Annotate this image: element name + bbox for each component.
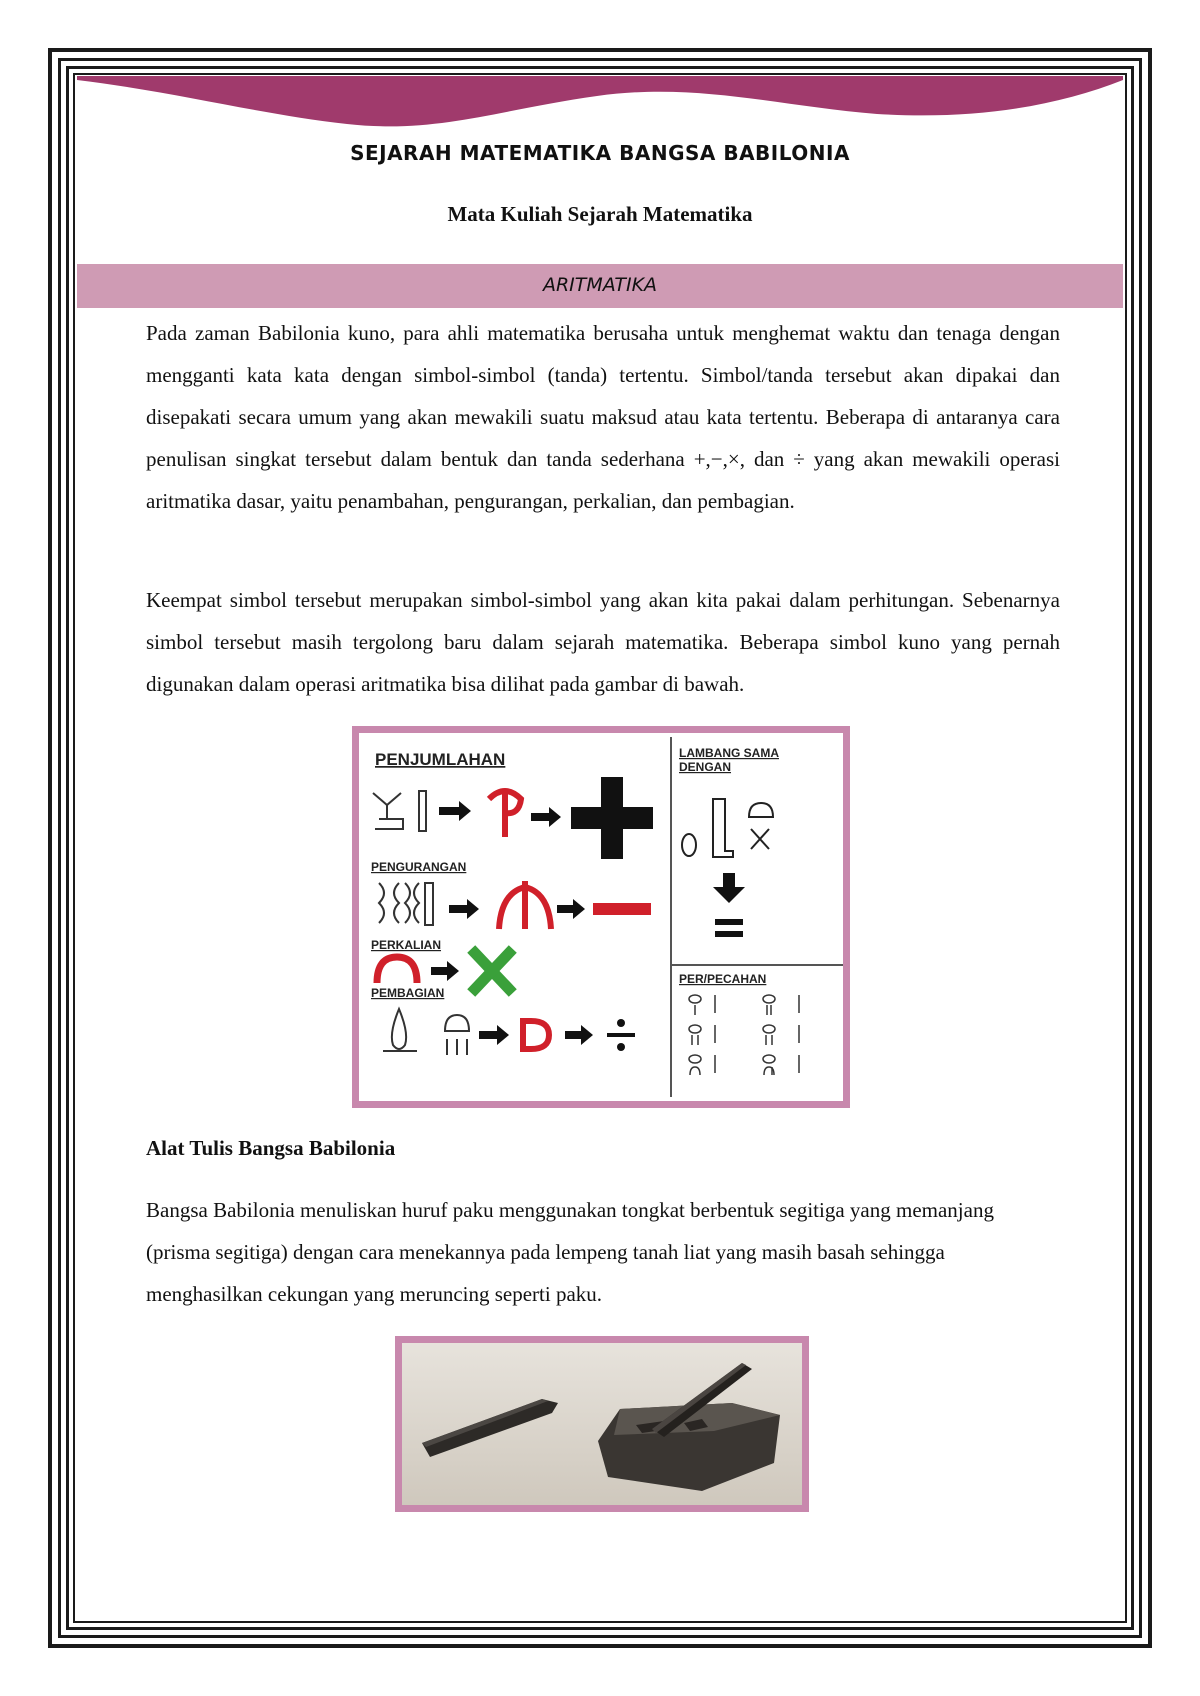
paragraph-aritmatika-1: Pada zaman Babilonia kuno, para ahli matematika berusaha untuk menghemat waktu dan tenaga dengan mengganti kata kata dengan simbol-simbol (tanda) tertentu. Simbol/tanda tersebut akan dipakai dan disepakati secara umum yang akan mewakili suatu maksud atau kata tertentu. Beberapa di antaranya cara penulisan singkat tersebut dalam bentuk dan tanda sederhana +,−,×, dan ÷ yang akan mewakili operasi aritmatika dasar, yaitu penambahan, pengurangan, perkalian, dan pembagian. bbox=[146, 321, 1060, 513]
label-lambang-line1: LAMBANG SAMA bbox=[679, 746, 779, 760]
paragraph-alat-tulis: Bangsa Babilonia menuliskan huruf paku menggunakan tongkat berbentuk segitiga yang memanjang (prisma segitiga) dengan cara menekannya pada lempeng tanah liat yang masih basah sehingga menghasilkan cekungan yang meruncing seperti paku. bbox=[146, 1198, 994, 1306]
document-subtitle: Mata Kuliah Sejarah Matematika bbox=[447, 202, 753, 226]
label-pengurangan: PENGURANGAN bbox=[371, 860, 467, 874]
section-band bbox=[77, 264, 1123, 308]
ancient-symbols-illustration bbox=[359, 733, 843, 1101]
stylus-tablet-illustration bbox=[402, 1343, 802, 1505]
label-pembagian: PEMBAGIAN bbox=[371, 986, 445, 1000]
label-lambang-line2: DENGAN bbox=[679, 760, 732, 774]
section-heading: ARITMATIKA bbox=[542, 274, 658, 296]
subheading-alat-tulis: Alat Tulis Bangsa Babilonia bbox=[146, 1136, 396, 1160]
ancient-symbols-figure bbox=[352, 726, 850, 1108]
label-penjumlahan: PENJUMLAHAN bbox=[375, 750, 506, 769]
document-title: SEJARAH MATEMATIKA BANGSA BABILONIA bbox=[350, 141, 850, 165]
header-wave-decoration bbox=[77, 76, 1123, 140]
label-perkalian: PERKALIAN bbox=[371, 938, 442, 952]
stylus-tablet-photo bbox=[395, 1336, 809, 1512]
paragraph-aritmatika-2: Keempat simbol tersebut merupakan simbol-simbol yang akan kita pakai dalam perhitungan. Sebenarnya simbol tersebut masih tergolong baru dalam sejarah matematika. Beberapa simbol kuno yang pernah digunakan dalam operasi aritmatika bisa dilihat pada gambar di bawah. bbox=[146, 588, 1060, 696]
minus-sign-icon bbox=[593, 903, 651, 915]
label-pecahan: PER/PECAHAN bbox=[679, 972, 767, 986]
